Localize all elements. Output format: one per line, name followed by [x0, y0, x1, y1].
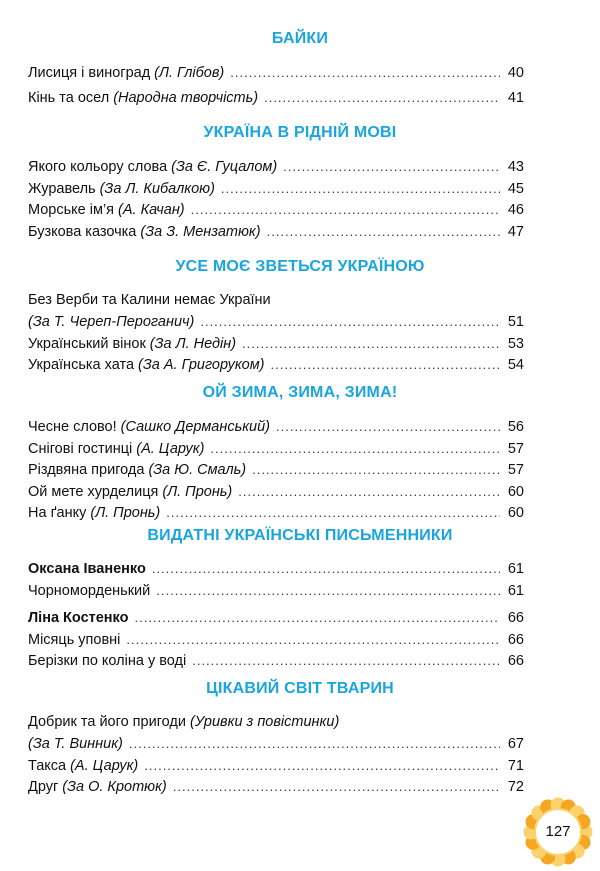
dot-leader: [252, 459, 500, 480]
entry-title: Добрик та його пригоди: [28, 714, 186, 730]
dot-leader: [264, 87, 500, 108]
entry-page: 67: [507, 736, 524, 752]
entry-page: 66: [507, 610, 524, 626]
entry-author: (Л. Пронь): [90, 505, 161, 521]
dot-leader: [192, 650, 500, 671]
dot-leader: [129, 733, 500, 754]
entry-title: Якого кольору слова: [28, 159, 168, 175]
toc-entry[interactable]: [28, 221, 524, 242]
section-title: ВИДАТНІ УКРАЇНСЬКІ ПИСЬМЕННИКИ: [147, 527, 453, 544]
entry-title: Український вінок: [28, 336, 146, 352]
section-title: ОЙ ЗИМА, ЗИМА, ЗИМА!: [202, 384, 398, 401]
toc-entry[interactable]: [28, 199, 524, 220]
dot-leader: [126, 629, 500, 650]
entry-page: 40: [507, 65, 524, 81]
toc-entry[interactable]: [28, 333, 524, 354]
toc-entry[interactable]: [28, 776, 524, 797]
dot-leader: [271, 354, 500, 375]
entry-page: 46: [507, 202, 524, 218]
entry-author: (За Л. Кибалкою): [99, 181, 215, 197]
dot-leader: [230, 62, 500, 83]
toc-entry[interactable]: [28, 311, 524, 332]
entry-page: 43: [507, 159, 524, 175]
dot-leader: [242, 333, 500, 354]
toc-entry[interactable]: [28, 733, 524, 754]
dot-leader: [276, 416, 500, 437]
dot-leader: [283, 156, 500, 177]
entry-title: Ліна Костенко: [28, 610, 129, 626]
page-number: 127: [545, 823, 571, 840]
dot-leader: [152, 558, 500, 579]
entry-page: 61: [507, 561, 524, 577]
entry-title: Чесне слово!: [28, 419, 117, 435]
entry-title: Берізки по коліна у воді: [28, 653, 187, 669]
toc-entry[interactable]: [28, 650, 524, 671]
dot-leader: [191, 199, 500, 220]
entry-page: 66: [507, 653, 524, 669]
entry-title: На ґанку: [28, 505, 87, 521]
entry-page: 71: [507, 758, 524, 774]
entry-page: 47: [507, 224, 524, 240]
entry-page: 51: [507, 314, 524, 330]
dot-leader: [238, 481, 500, 502]
entry-title: Ой мете хурделиця: [28, 484, 159, 500]
entry-title: Такса: [28, 758, 67, 774]
entry-title: Лисиця і виноград: [28, 65, 151, 81]
toc-entry[interactable]: [28, 755, 524, 776]
entry-author: (За Л. Недін): [149, 336, 237, 352]
dot-leader: [134, 607, 500, 628]
entry-title: Кінь та осел: [28, 90, 110, 106]
entry-author: (За О. Кротюк): [62, 779, 167, 795]
entry-page: 66: [507, 632, 524, 648]
section-title: УСЕ МОЄ ЗВЕТЬСЯ УКРАЇНОЮ: [175, 258, 425, 275]
entry-title: Бузкова казочка: [28, 224, 137, 240]
toc-entry[interactable]: [28, 558, 524, 579]
entry-page: 54: [507, 357, 524, 373]
entry-title: Без Верби та Калини немає України: [28, 292, 271, 308]
entry-author: (За З. Мензатюк): [140, 224, 261, 240]
toc-entry[interactable]: [28, 459, 524, 480]
entry-title: Місяць уповні: [28, 632, 121, 648]
toc-entry[interactable]: [28, 438, 524, 459]
dot-leader: [144, 755, 500, 776]
entry-author: (Народна творчість): [113, 90, 259, 106]
entry-page: 57: [507, 462, 524, 478]
dot-leader: [267, 221, 500, 242]
entry-author: (За Є. Гуцалом): [171, 159, 278, 175]
entry-author: (Уривки з повістинки): [189, 714, 340, 730]
entry-title: Чорноморденький: [28, 583, 151, 599]
entry-page: 60: [507, 484, 524, 500]
entry-title: Друг: [28, 779, 59, 795]
section-title: УКРАЇНА В РІДНІЙ МОВІ: [203, 124, 397, 141]
entry-title: Українська хата: [28, 357, 135, 373]
entry-author: (А. Качан): [118, 202, 185, 218]
entry-author: (А. Царук): [70, 758, 139, 774]
entry-author: (Сашко Дерманський): [120, 419, 270, 435]
entry-author: (Л. Глібов): [154, 65, 225, 81]
entry-page: 72: [507, 779, 524, 795]
entry-author: (Л. Пронь): [162, 484, 233, 500]
toc-entry[interactable]: [28, 607, 524, 628]
entry-title: Снігові гостинці: [28, 441, 133, 457]
dot-leader: [200, 311, 500, 332]
section-title: ЦІКАВИЙ СВІТ ТВАРИН: [206, 680, 394, 697]
entry-page: 61: [507, 583, 524, 599]
dot-leader: [166, 502, 500, 523]
toc-entry[interactable]: [28, 502, 524, 523]
entry-page: 56: [507, 419, 524, 435]
entry-title: Морське ім’я: [28, 202, 115, 218]
toc-entry[interactable]: [28, 156, 524, 177]
toc-entry[interactable]: [28, 354, 524, 375]
entry-page: 45: [507, 181, 524, 197]
entry-title: Оксана Іваненко: [28, 561, 146, 577]
dot-leader: [221, 178, 500, 199]
dot-leader: [210, 438, 500, 459]
toc-entry[interactable]: [28, 178, 524, 199]
entry-author: (За Ю. Смаль): [148, 462, 247, 478]
dot-leader: [156, 580, 500, 601]
section-title: БАЙКИ: [271, 30, 329, 47]
toc-entry[interactable]: [28, 62, 524, 83]
entry-author: (А. Царук): [136, 441, 205, 457]
toc-entry[interactable]: [28, 416, 524, 437]
entry-author: (За Т. Винник): [28, 736, 123, 752]
entry-page: 60: [507, 505, 524, 521]
toc-entry[interactable]: [28, 481, 524, 502]
entry-author: (За Т. Череп-Пероганич): [28, 314, 195, 330]
entry-page: 53: [507, 336, 524, 352]
toc-entry[interactable]: [28, 629, 524, 650]
toc-entry[interactable]: [28, 580, 524, 601]
toc-entry[interactable]: [28, 290, 524, 311]
entry-author: (За А. Григоруком): [138, 357, 265, 373]
entry-title: Різдвяна пригода: [28, 462, 145, 478]
toc-entry[interactable]: [28, 87, 524, 108]
entry-page: 41: [507, 90, 524, 106]
entry-page: 57: [507, 441, 524, 457]
entry-title: Журавель: [28, 181, 96, 197]
toc-entry[interactable]: [28, 712, 524, 733]
dot-leader: [173, 776, 500, 797]
